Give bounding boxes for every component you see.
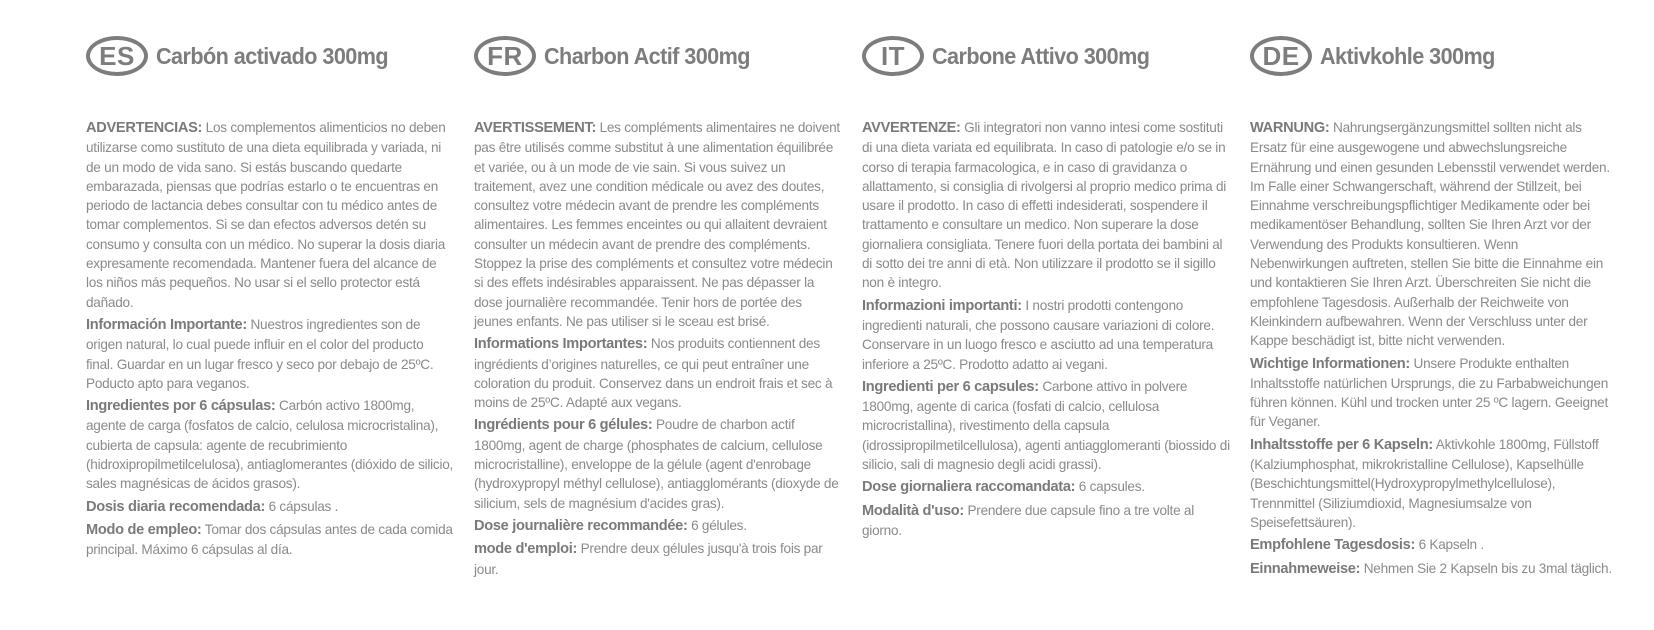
- block-label: Dose giornaliera raccomandata:: [862, 479, 1076, 496]
- product-title: Carbone Attivo 300mg: [932, 42, 1150, 69]
- section-header: [1250, 32, 1618, 80]
- block-text: Carbone attivo in polvere 1800mg, agente di carica (fosfati di calcio, cellulosa microcristallina), rivestimento della capsula (idrossipropilmetilcellulosa), agenti antiagglomeranti (biossido di silicio, sali di magnesio degli acidi grassi).: [862, 378, 1230, 473]
- block-label: Informations Importantes:: [474, 336, 648, 353]
- ingredients-block: [86, 396, 454, 493]
- block-text: Nehmen Sie 2 Kapseln bis zu 3mal täglich.: [1363, 560, 1612, 576]
- block-label: Modalità d'uso:: [862, 502, 964, 519]
- usage-block: [1250, 559, 1618, 579]
- block-label: Dosis diaria recomendada:: [86, 498, 266, 515]
- block-text: Los complementos alimenticios no deben utilizarse como sustituto de una dieta equilibrada y variada, ni de un modo de vida sano. Si estás buscando quedarte embarazada, piensas que podrías estarlo o te encuentras en periodo de lactancia debes consultar con tu médico antes de tomar complementos. Si se dan efectos adversos detén su consumo y consulta con un médico. No superar la dosis diaria expresamente recomendada. Mantener fuera del alcance de los niños más pequeños. No usar si el sello protector está dañado.: [86, 120, 446, 310]
- language-badge-es: ES: [86, 36, 148, 76]
- block-text: Gli integratori non vanno intesi come sostituti di una dieta variata ed equilibrata. In caso di patologie e/o se in corso di terapia farmacologica, e in caso di gravidanza o allattamento, si consiglia di rivolgersi al proprio medico prima di usare il prodotto. In caso di effetti indesiderati, sospendere il trattamento e consultare un medico. Non superare la dose giornaliera consigliata. Tenere fuori della portata dei bambini al di sotto dei tre anni di età. Non utilizzare il prodotto se il sigillo non è integro.: [862, 120, 1227, 291]
- ingredients-block: [1250, 435, 1618, 532]
- daily-dose-block: [86, 497, 454, 517]
- block-text: I nostri prodotti contengono ingredienti naturali, che possono causare variazioni di colore. Conservare in un luogo fresco e asciutto ad una temperatura inferiore a 25ºC. Prodotto adatto ai vegani.: [862, 297, 1215, 372]
- block-text: Prendre deux gélules jusqu'à trois fois par jour.: [474, 541, 823, 577]
- block-text: Poudre de charbon actif 1800mg, agent de charge (phosphates de calcium, cellulose microcristalline), enveloppe de la gélule (agent d'enrobage (hydroxypropyl méthyl cellulose), antiagglomérants (dioxyde de silicium, sels de magnésium d'acides gras).: [474, 417, 839, 511]
- warnings-block: [474, 118, 842, 331]
- language-badge-it: IT: [862, 36, 924, 76]
- ingredients-block: [474, 415, 842, 512]
- usage-block: [474, 539, 842, 579]
- section-header: [86, 32, 454, 80]
- block-text: Nos produits contiennent des ingrédients d’origines naturelles, ce qui peut entraîner une coloration du produit. Conservez dans un endroit frais et sec à moins de 25ºC. Adapté aux vegans.: [474, 336, 833, 411]
- warnings-block: [1250, 118, 1618, 351]
- section-header: [862, 32, 1230, 80]
- block-text: Prendere due capsule fino a tre volte al giorno.: [862, 502, 1194, 538]
- block-label: Información Importante:: [86, 316, 247, 333]
- product-title: Carbón activado 300mg: [156, 42, 389, 69]
- section-header: [474, 32, 842, 80]
- block-label: Wichtige Informationen:: [1250, 355, 1410, 372]
- block-label: Einnahmeweise:: [1250, 560, 1361, 577]
- block-text: Unsere Produkte enthalten Inhaltsstoffe natürlichen Ursprungs, die zu Farbabweichungen führen können. Kühl und trocken unter 25 ºC lagern. Geeignet für Veganer.: [1250, 355, 1609, 430]
- block-label: AVERTISSEMENT:: [474, 120, 597, 136]
- usage-block: [862, 501, 1230, 541]
- important-info-block: [474, 334, 842, 412]
- block-text: Carbón activo 1800mg, agente de carga (fosfatos de calcio, celulosa microcristalina), cubierta de capsula: agente de recubrimiento (hidroxipropilmetilcelulosa), antiaglomerantes (dióxido de silicio, sales magnésicas de ácidos grasos).: [86, 398, 454, 492]
- product-title: Aktivkohle 300mg: [1320, 42, 1495, 69]
- section-fr: [474, 32, 842, 630]
- block-text: Tomar dos cápsulas antes de cada comida principal. Máximo 6 cápsulas al día.: [86, 521, 453, 558]
- daily-dose-block: [1250, 535, 1618, 555]
- block-label: Ingrédients pour 6 gélules:: [474, 417, 653, 434]
- language-badge-fr: FR: [474, 36, 536, 76]
- block-text: 6 capsules.: [1078, 479, 1145, 495]
- warnings-block: [862, 118, 1230, 293]
- block-label: Dose journalière recommandée:: [474, 517, 688, 534]
- block-label: Ingredienti per 6 capsules:: [862, 378, 1039, 395]
- block-label: Informazioni importanti:: [862, 297, 1022, 314]
- block-label: mode d'emploi:: [474, 541, 578, 558]
- section-it: [862, 32, 1230, 630]
- daily-dose-block: [862, 477, 1230, 497]
- block-label: Ingredientes por 6 cápsulas:: [86, 398, 276, 415]
- important-info-block: [86, 315, 454, 393]
- important-info-block: [1250, 354, 1618, 432]
- language-badge-de: DE: [1250, 36, 1312, 76]
- ingredients-block: [862, 377, 1230, 474]
- product-title: Charbon Actif 300mg: [544, 42, 750, 69]
- block-label: AVVERTENZE:: [862, 120, 961, 136]
- block-label: Modo de empleo:: [86, 521, 202, 538]
- warnings-block: [86, 118, 454, 312]
- daily-dose-block: [474, 516, 842, 536]
- block-label: WARNUNG:: [1250, 120, 1330, 136]
- section-de: [1250, 32, 1618, 630]
- section-es: [86, 32, 454, 630]
- block-text: 6 cápsulas .: [268, 498, 339, 514]
- important-info-block: [862, 296, 1230, 374]
- block-text: Les compléments alimentaires ne doivent pas être utilisés comme substitut à une alimentation équilibrée et variée, ou à un mode de vie sain. Si vous suivez un traitement, avez une condition médicale ou avez des doutes, consultez votre médecin avant de prendre les compléments alimentaires. Les femmes enceintes ou qui allaitent devraient consulter un médecin avant de prendre des compléments. Stoppez la prise des compléments et consultez votre médecin si des effets indésirables apparaissent. Ne pas dépasser la dose journalière recommandée. Tenir hors de portée des jeunes enfants. Ne pas utiliser si le sceau est brisé.: [474, 120, 840, 329]
- block-text: Nuestros ingredientes son de origen natural, lo cual puede influir en el color del producto final. Guardar en un lugar fresco y seco por debajo de 25ºC. Poducto apto para veganos.: [86, 316, 434, 391]
- usage-block: [86, 520, 454, 560]
- block-label: Empfohlene Tagesdosis:: [1250, 537, 1416, 554]
- block-text: 6 Kapseln .: [1418, 537, 1484, 553]
- block-label: ADVERTENCIAS:: [86, 120, 203, 136]
- block-text: Aktivkohle 1800mg, Füllstoff (Kalziumphosphat, mikrokristalline Cellulose), Kapselhülle (Beschichtungsmittel(Hydroxypropylmethylcellulose), Trennmittel (Siliziumdioxid, Magnesiumsalze von Speisefettsäuren).: [1250, 436, 1599, 530]
- block-text: 6 gélules.: [691, 517, 747, 533]
- block-text: Nahrungsergänzungsmittel sollten nicht als Ersatz für eine ausgewogene und abwechslungsreiche Ernährung und einen gesunden Lebensstil verwendet werden. Im Falle einer Schwangerschaft, während der Stillzeit, bei Einnahme verschreibungspflichtiger Medikamente oder bei medikamentöser Behandlung, sollten Sie Ihren Arzt vor der Verwendung des Produkts konsultieren. Wenn Nebenwirkungen auftreten, stellen Sie bitte die Einnahme ein und kontaktieren Sie Ihren Arzt. Überschreiten Sie nicht die empfohlene Tagesdosis. Außerhalb der Reichweite von Kleinkindern aufbewahren. Wenn der Verschluss unter der Kappe beschädigt ist, bitte nicht verwenden.: [1250, 120, 1610, 349]
- block-label: Inhaltsstoffe per 6 Kapseln:: [1250, 436, 1433, 453]
